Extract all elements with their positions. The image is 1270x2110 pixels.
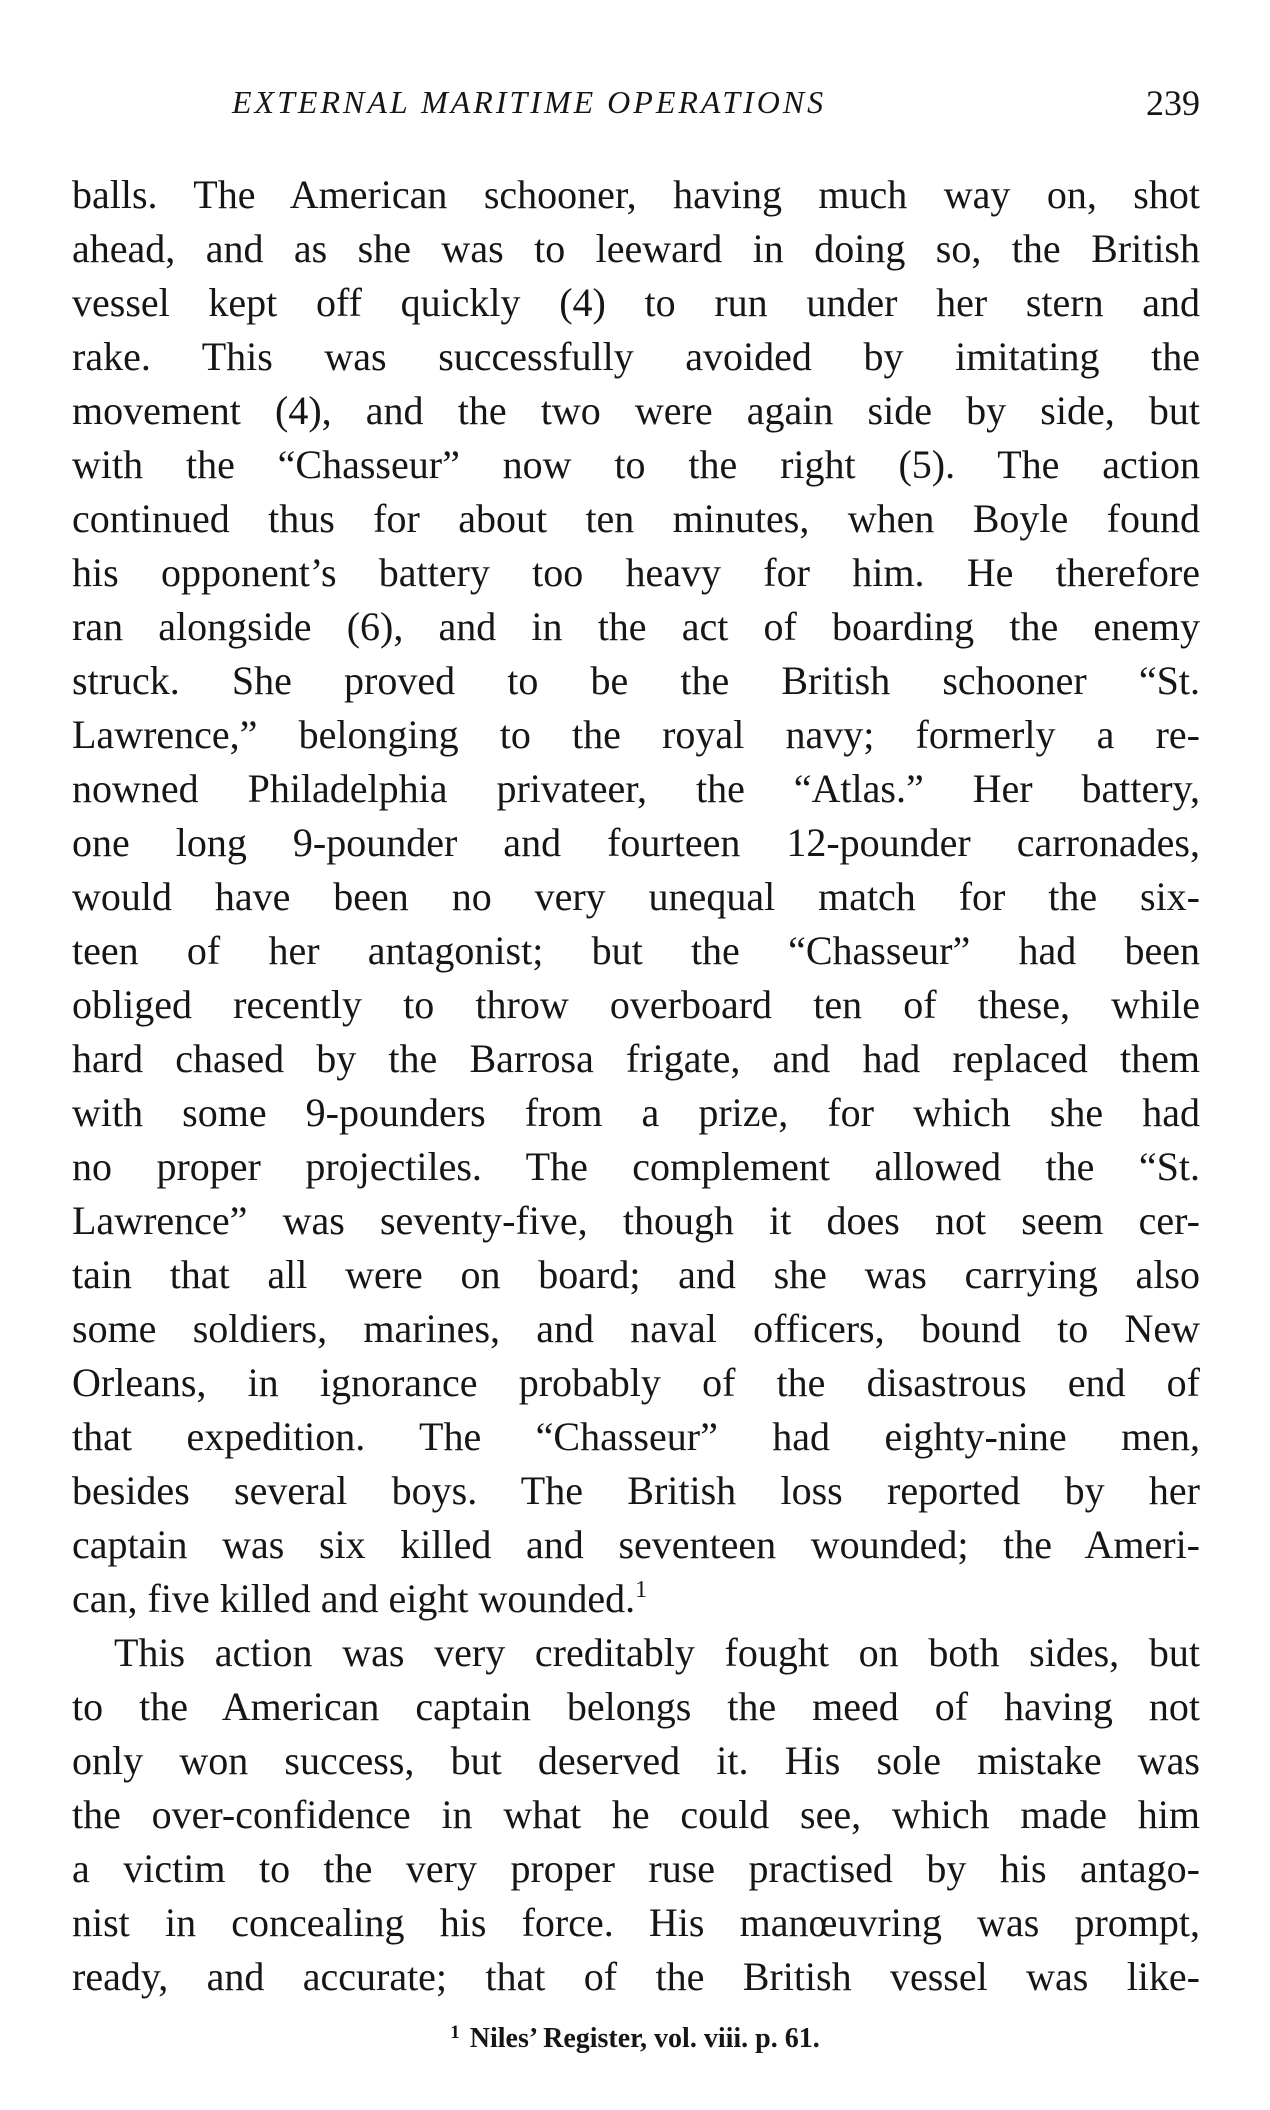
text-line: obliged recently to throw overboard ten of these, while xyxy=(72,982,1200,1027)
text-line: that expedition. The “Chasseur” had eighty-nine men, xyxy=(72,1414,1200,1459)
page-number: 239 xyxy=(1146,83,1200,123)
text-line: hard chased by the Barrosa frigate, and had replaced them xyxy=(72,1036,1200,1081)
text-line: ready, and accurate; that of the British vessel was like- xyxy=(72,1954,1200,1999)
text-line: only won success, but deserved it. His sole mistake was xyxy=(72,1738,1200,1783)
running-title: EXTERNAL MARITIME OPERATIONS xyxy=(232,84,827,120)
text-line: one long 9-pounder and fourteen 12-pounder carronades, xyxy=(72,820,1200,865)
text-line: rake. This was successfully avoided by imitating the xyxy=(72,334,1200,379)
text-line: a victim to the very proper ruse practised by his antago- xyxy=(72,1846,1200,1891)
text-line: ahead, and as she was to leeward in doing so, the British xyxy=(72,226,1200,271)
text-line: with some 9-pounders from a prize, for which she had xyxy=(72,1090,1200,1135)
text-line: besides several boys. The British loss reported by her xyxy=(72,1468,1200,1513)
paragraph-end-text: can, five killed and eight wounded. xyxy=(72,1576,636,1621)
text-line: vessel kept off quickly (4) to run under her stern and xyxy=(72,280,1200,325)
footnote-mark: 1 xyxy=(450,2022,460,2043)
text-line: nowned Philadelphia privateer, the “Atlas.” Her battery, xyxy=(72,766,1200,811)
text-line: Orleans, in ignorance probably of the disastrous end of xyxy=(72,1360,1200,1405)
text-line: tain that all were on board; and she was carrying also xyxy=(72,1252,1200,1297)
text-line: no proper projectiles. The complement allowed the “St. xyxy=(72,1144,1200,1189)
text-line: This action was very creditably fought on both sides, but xyxy=(114,1630,1200,1675)
text-line: teen of her antagonist; but the “Chasseur” had been xyxy=(72,928,1200,973)
running-head xyxy=(72,84,1200,134)
footnote xyxy=(0,2021,1270,2057)
paragraph-end-line xyxy=(72,1572,1200,1626)
text-line: some soldiers, marines, and naval officers, bound to New xyxy=(72,1306,1200,1351)
text-line: struck. She proved to be the British schooner “St. xyxy=(72,658,1200,703)
text-line: balls. The American schooner, having much way on, shot xyxy=(72,172,1200,217)
text-line: to the American captain belongs the meed of having not xyxy=(72,1684,1200,1729)
body-text xyxy=(72,168,1200,2004)
text-line: Lawrence” was seventy-five, though it does not seem cer- xyxy=(72,1198,1200,1243)
footnote-text: Niles’ Register, vol. viii. p. 61. xyxy=(469,2023,820,2054)
text-line: continued thus for about ten minutes, when Boyle found xyxy=(72,496,1200,541)
text-line: with the “Chasseur” now to the right (5). The action xyxy=(72,442,1200,487)
text-line: the over-confidence in what he could see, which made him xyxy=(72,1792,1200,1837)
text-line: would have been no very unequal match for the six- xyxy=(72,874,1200,919)
text-line: nist in concealing his force. His manœuvring was prompt, xyxy=(72,1900,1200,1945)
text-line: Lawrence,” belonging to the royal navy; formerly a re- xyxy=(72,712,1200,757)
text-line: movement (4), and the two were again side by side, but xyxy=(72,388,1200,433)
text-line: captain was six killed and seventeen wounded; the Ameri- xyxy=(72,1522,1200,1567)
footnote-reference: 1 xyxy=(635,1577,648,1603)
text-line: ran alongside (6), and in the act of boarding the enemy xyxy=(72,604,1200,649)
text-line: his opponent’s battery too heavy for him. He therefore xyxy=(72,550,1200,595)
